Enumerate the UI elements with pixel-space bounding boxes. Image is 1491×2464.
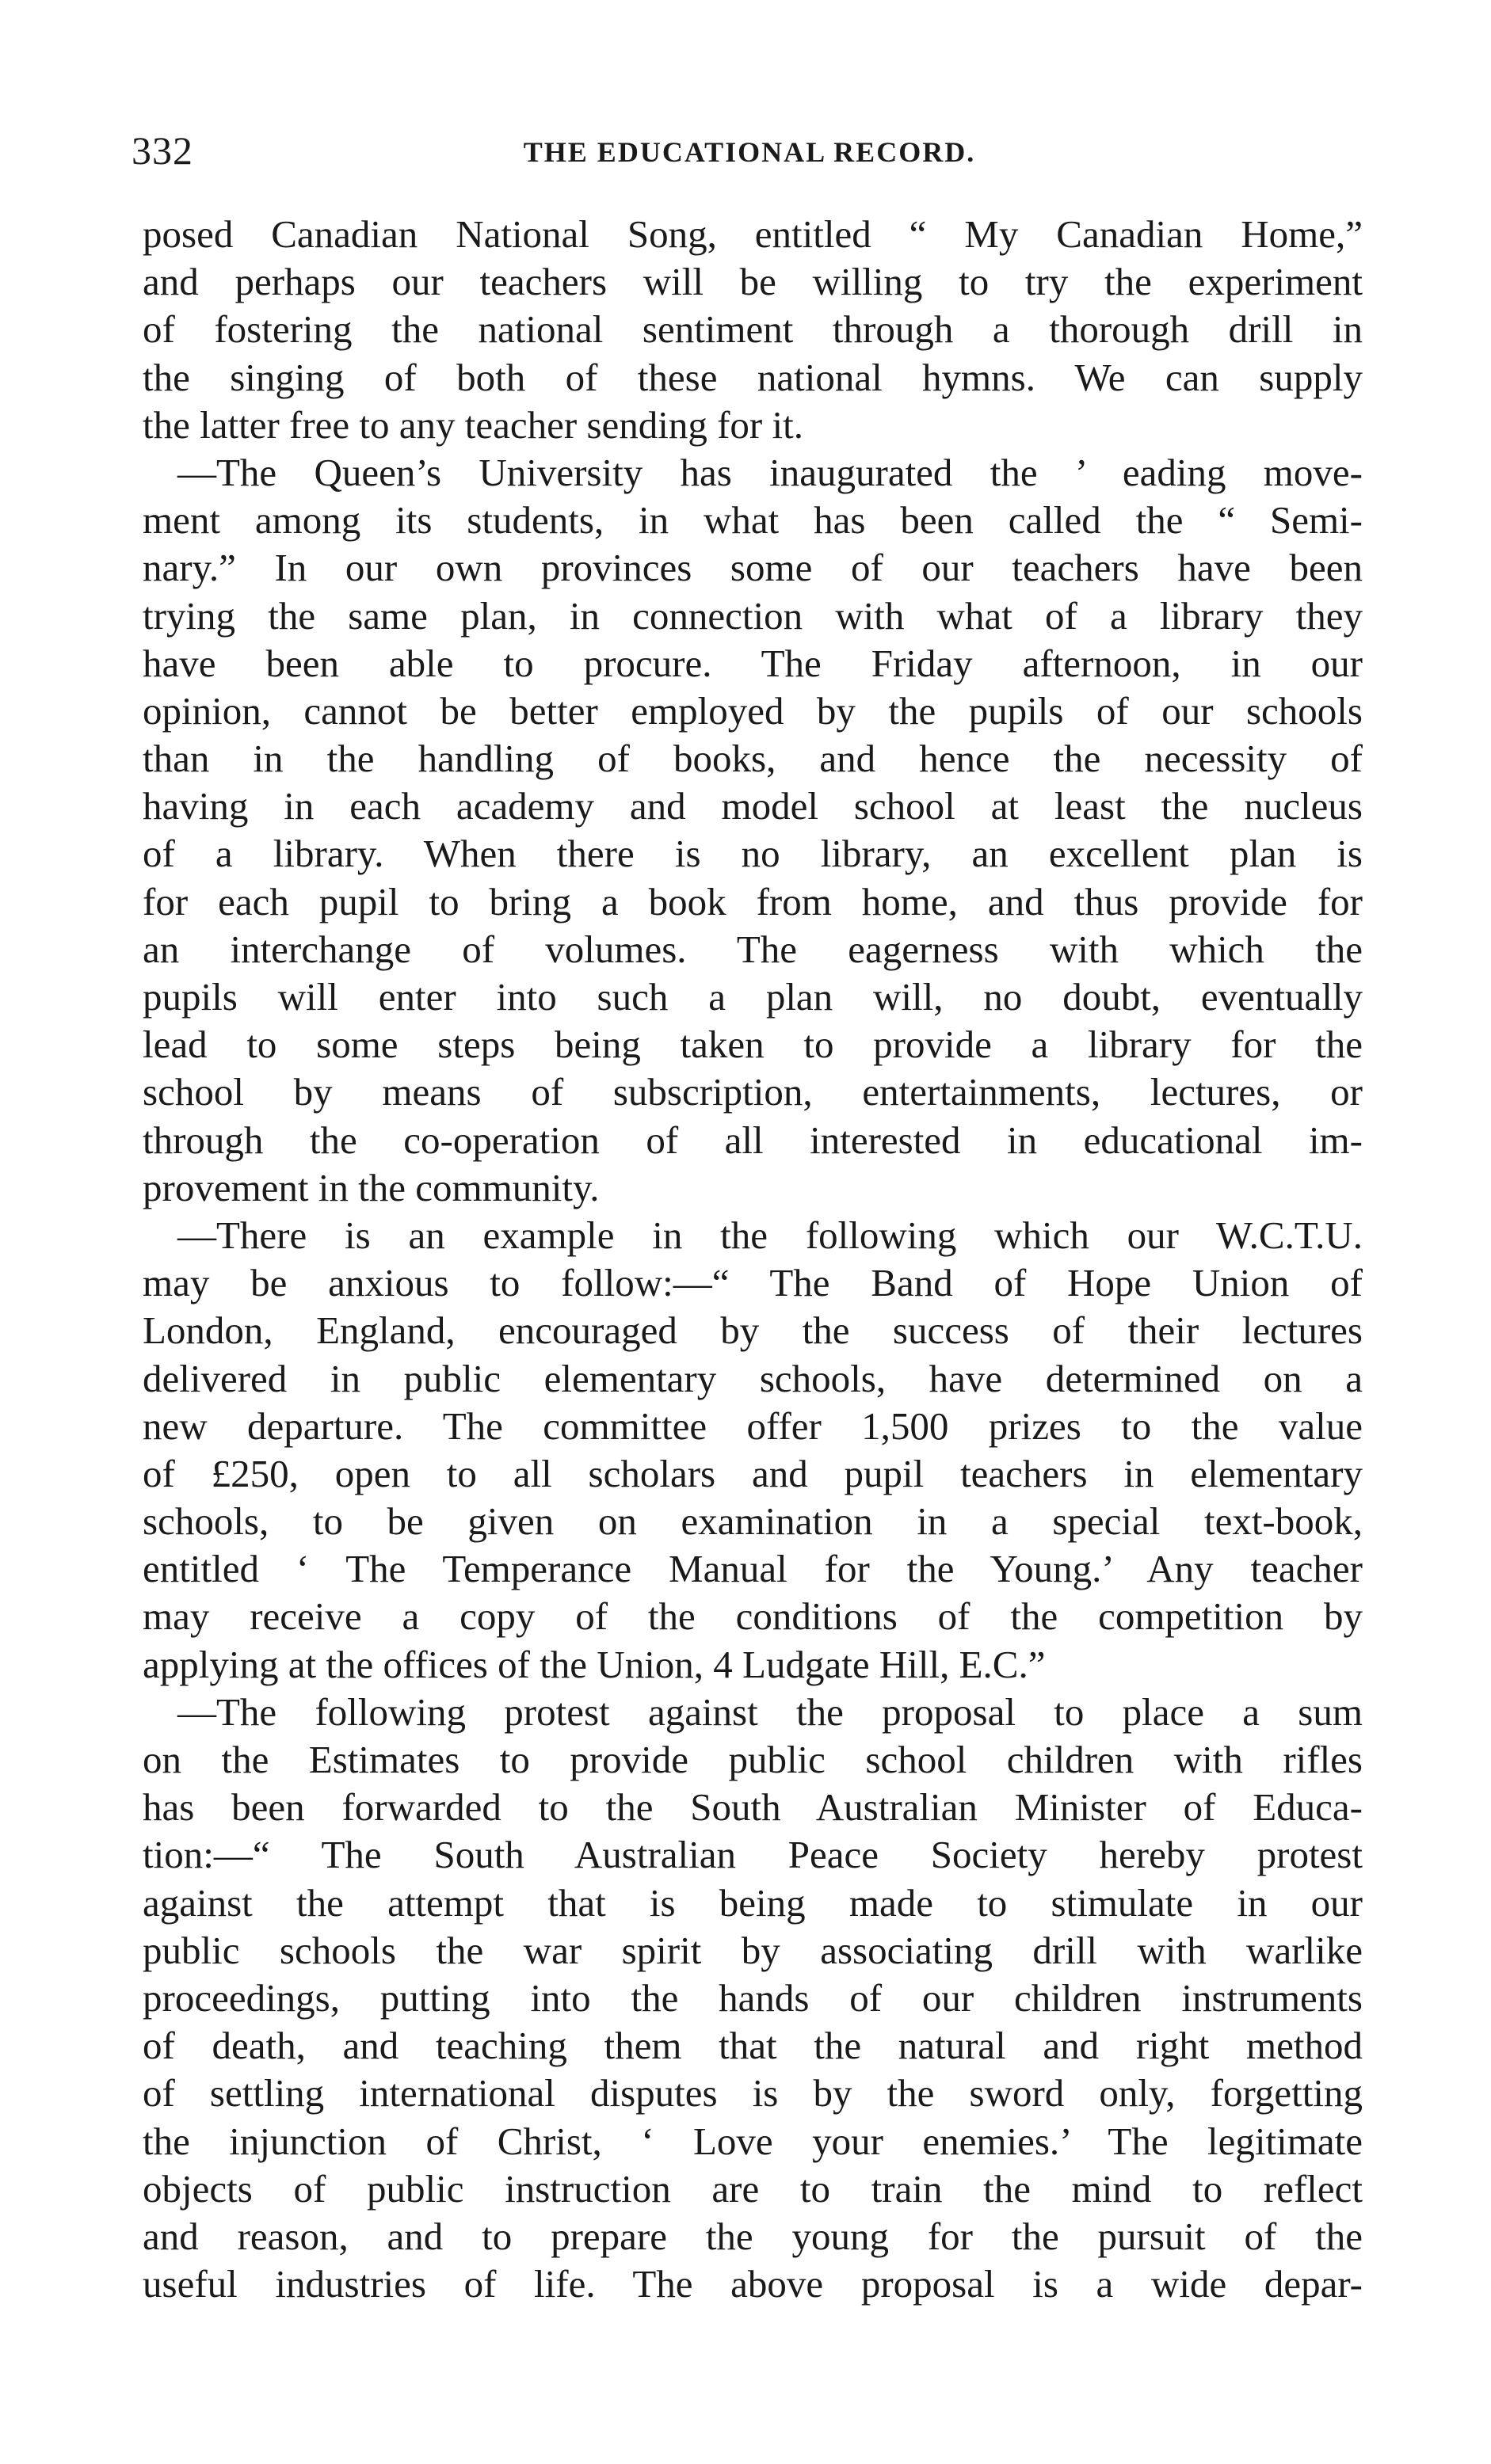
text-line: have been able to procure. The Friday afternoon, in our bbox=[143, 641, 1363, 685]
text-line: proceedings, putting into the hands of our children instruments bbox=[143, 1975, 1363, 2020]
text-line: of £250, open to all scholars and pupil teachers in elementary bbox=[143, 1451, 1363, 1495]
text-line: trying the same plan, in connection with what of a library they bbox=[143, 593, 1363, 638]
body-text bbox=[143, 211, 1363, 2308]
text-line: tion:—“ The South Australian Peace Society hereby protest bbox=[143, 1833, 1363, 1877]
text-line: the injunction of Christ, ‘ Love your enemies.’ The legitimate bbox=[143, 2119, 1363, 2163]
text-line: the latter free to any teacher sending for it. bbox=[143, 402, 803, 447]
text-line: lead to some steps being taken to provide a library for the bbox=[143, 1023, 1363, 1067]
text-line: may receive a copy of the conditions of the competition by bbox=[143, 1594, 1363, 1639]
text-line: and perhaps our teachers will be willing to try the experiment bbox=[143, 260, 1363, 304]
text-line: London, England, encouraged by the success of their lectures bbox=[143, 1308, 1363, 1353]
text-line: —The following protest against the proposal to place a sum bbox=[177, 1689, 1363, 1734]
text-line: on the Estimates to provide public school children with rifles bbox=[143, 1738, 1363, 1781]
text-line: of settling international disputes is by the sword only, forgetting bbox=[143, 2071, 1363, 2116]
text-line: school by means of subscription, entertainments, lectures, or bbox=[143, 1070, 1363, 1114]
text-line: new departure. The committee offer 1,500 prizes to the value bbox=[143, 1403, 1363, 1448]
text-line: provement in the community. bbox=[143, 1165, 600, 1209]
text-line: applying at the offices of the Union, 4 Ludgate Hill, E.C.” bbox=[143, 1642, 1046, 1686]
text-line: of a library. When there is no library, an excellent plan is bbox=[143, 832, 1363, 876]
text-line: useful industries of life. The above proposal is a wide depar- bbox=[143, 2262, 1363, 2306]
text-line: through the co-operation of all interested in educational im- bbox=[143, 1118, 1363, 1162]
text-line: has been forwarded to the South Australian Minister of Educa- bbox=[143, 1785, 1363, 1830]
text-line: may be anxious to follow:—“ The Band of Hope Union of bbox=[143, 1261, 1363, 1305]
text-line: delivered in public elementary schools, have determined on a bbox=[143, 1356, 1363, 1400]
text-line: than in the handling of books, and hence the necessity of bbox=[143, 737, 1363, 781]
text-line: —There is an example in the following which our W.C.T.U. bbox=[177, 1213, 1363, 1257]
text-line: schools, to be given on examination in a special text-book, bbox=[143, 1499, 1363, 1544]
page-header bbox=[132, 127, 1367, 174]
text-line: entitled ‘ The Temperance Manual for the Young.’ Any teacher bbox=[143, 1547, 1363, 1591]
text-line: and reason, and to prepare the young for the pursuit of the bbox=[143, 2214, 1363, 2258]
text-line: an interchange of volumes. The eagerness with which the bbox=[143, 927, 1363, 971]
text-line: of fostering the national sentiment through a thorough drill in bbox=[143, 307, 1363, 352]
running-head: THE EDUCATIONAL RECORD. bbox=[523, 136, 976, 168]
text-line: for each pupil to bring a book from home, and thus provide for bbox=[143, 879, 1363, 924]
text-line: nary.” In our own provinces some of our teachers have been bbox=[143, 546, 1363, 590]
text-line: —The Queen’s University has inaugurated the ’ eading move- bbox=[177, 450, 1363, 494]
text-line: the singing of both of these national hymns. We can supply bbox=[143, 355, 1363, 399]
text-line: against the attempt that is being made to stimulate in our bbox=[143, 1880, 1363, 1925]
page-number: 332 bbox=[132, 128, 193, 173]
text-line: ment among its students, in what has been called the “ Semi- bbox=[143, 498, 1363, 543]
text-line: having in each academy and model school at least the nucleus bbox=[143, 784, 1363, 828]
text-line: opinion, cannot be better employed by the pupils of our schools bbox=[143, 688, 1363, 733]
text-line: posed Canadian National Song, entitled “ My Canadian Home,” bbox=[143, 212, 1363, 256]
text-line: objects of public instruction are to train the mind to reflect bbox=[143, 2166, 1363, 2211]
text-line: pupils will enter into such a plan will, no doubt, eventually bbox=[143, 975, 1363, 1019]
text-line: public schools the war spirit by associating drill with warlike bbox=[143, 1928, 1363, 1972]
text-line: of death, and teaching them that the natural and right method bbox=[143, 2024, 1363, 2068]
